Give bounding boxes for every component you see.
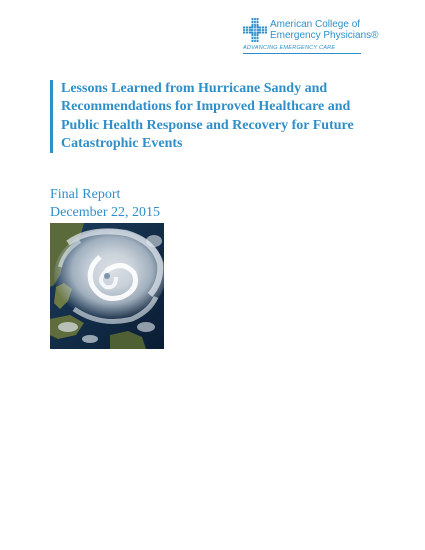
report-title: Lessons Learned from Hurricane Sandy and Recommendations for Improved Healthcare and Public Health Response and Recovery for Future Catastrophic Events (61, 81, 354, 151)
acep-cross-grid-icon (243, 18, 267, 42)
report-date: December 22, 2015 (50, 205, 161, 220)
logo-tagline: ADVANCING EMERGENCY CARE (243, 45, 336, 51)
logo-name-line1: American College of (270, 19, 361, 30)
hurricane-satellite-image (50, 223, 164, 349)
report-label: Final Report (50, 187, 121, 202)
acep-logo (243, 18, 379, 56)
logo-name-line2: Emergency Physicians® (270, 30, 379, 41)
logo-rule (243, 53, 361, 54)
title-accent-bar (50, 80, 53, 153)
